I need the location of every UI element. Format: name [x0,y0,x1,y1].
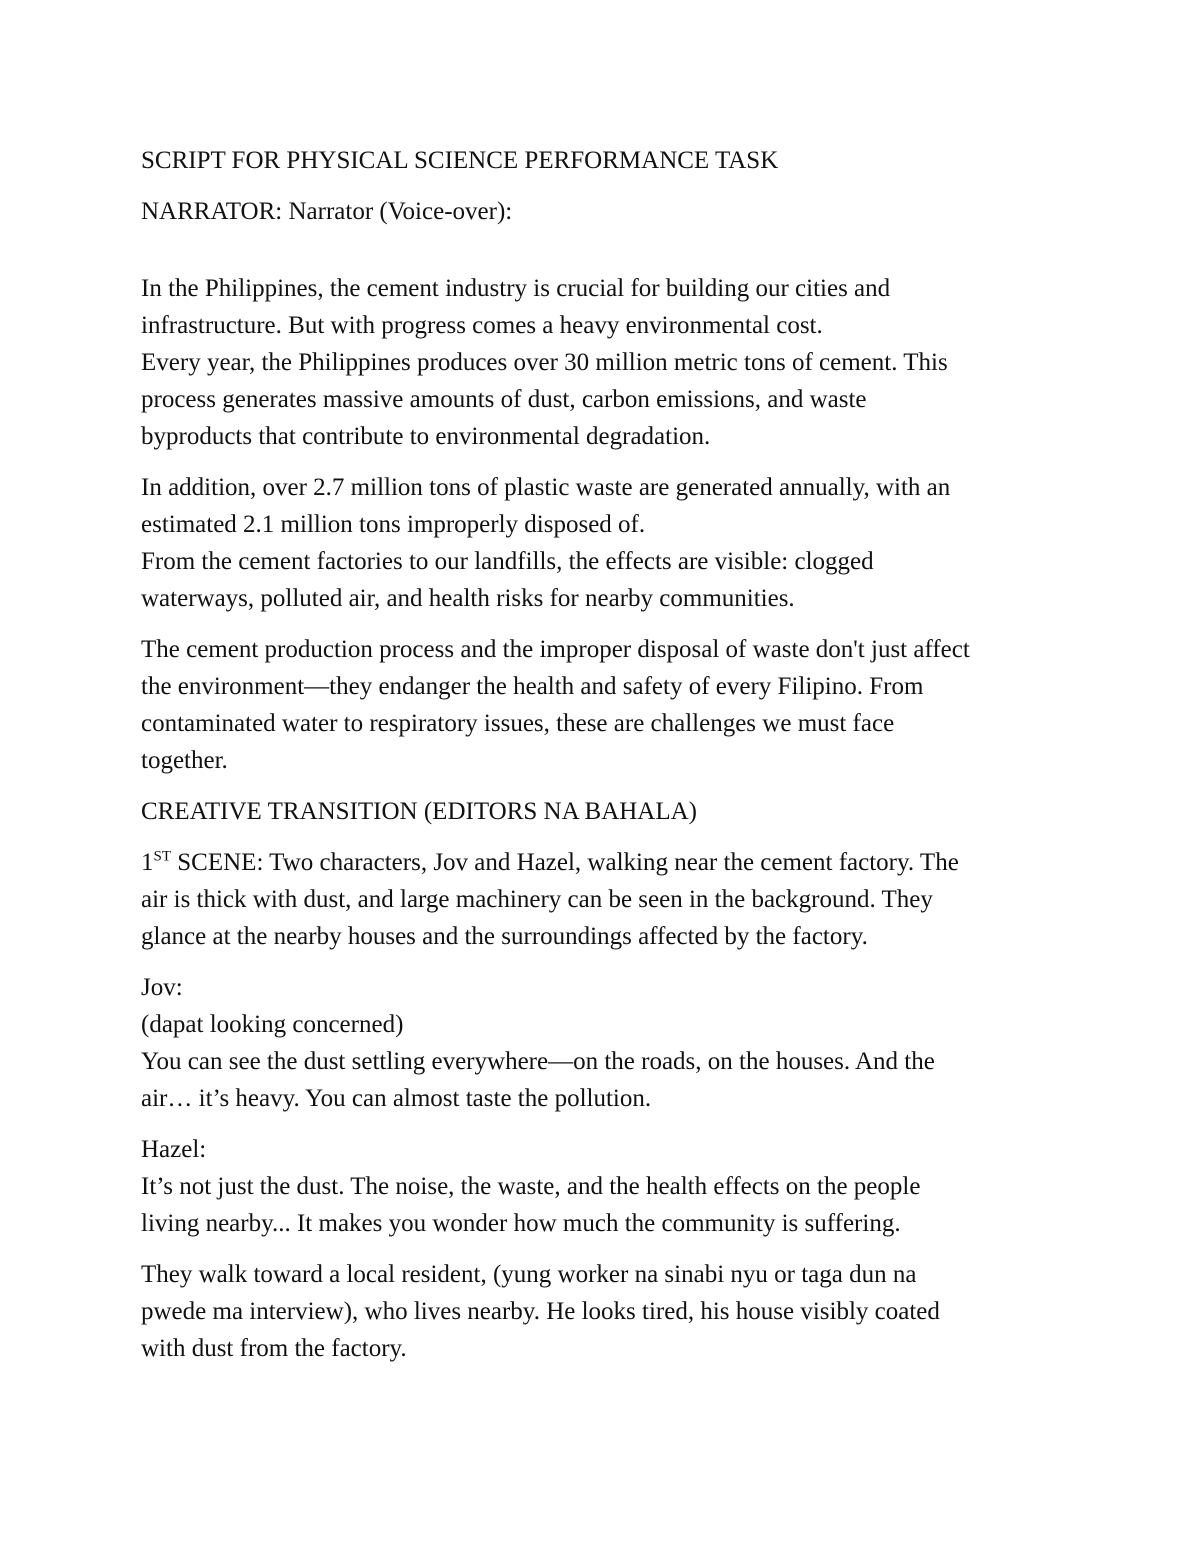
text-line: glance at the nearby houses and the surroundings affected by the factory. [141,923,868,950]
text-line: contaminated water to respiratory issues, these are challenges we must face [141,710,895,737]
narrator-line: NARRATOR: Narrator (Voice-over): [141,198,513,225]
text-line: In addition, over 2.7 million tons of plastic waste are generated annually, with an [141,474,951,501]
paragraph-intro [141,270,1071,455]
scene-ordinal-suffix: ST [153,848,172,865]
text-line: waterways, polluted air, and health risks for nearby communities. [141,585,795,612]
text-line: together. [141,747,228,774]
text-line: The cement production process and the improper disposal of waste don't just affect [141,636,970,663]
text-line: the environment—they endanger the health and safety of every Filipino. From [141,673,924,700]
document-body [141,142,1071,1367]
dialogue-jov [141,969,1071,1117]
text-line [141,844,1071,881]
dialogue-line: It’s not just the dust. The noise, the waste, and the health effects on the people [141,1173,921,1200]
text-line: with dust from the factory. [141,1335,407,1362]
scene-first-line: SCENE: Two characters, Jov and Hazel, walking near the cement factory. The [171,849,959,876]
dialogue-hazel [141,1131,1071,1242]
text-line: From the cement factories to our landfills, the effects are visible: clogged [141,548,874,575]
scene-number: 1 [141,849,154,876]
scene-1-description [141,844,1071,955]
text-line: infrastructure. But with progress comes a heavy environmental cost. [141,312,823,339]
text-line: byproducts that contribute to environmental degradation. [141,423,711,450]
stage-direction: (dapat looking concerned) [141,1011,404,1038]
creative-transition-heading: CREATIVE TRANSITION (EDITORS NA BAHALA) [141,798,698,825]
paragraph-plastic-waste [141,469,1071,617]
paragraph-resident [141,1256,1071,1367]
text-line: They walk toward a local resident, (yung worker na sinabi nyu or taga dun na [141,1261,917,1288]
text-line: Every year, the Philippines produces over 30 million metric tons of cement. This [141,349,948,376]
text-line: process generates massive amounts of dust, carbon emissions, and waste [141,386,867,413]
text-line: air is thick with dust, and large machinery can be seen in the background. They [141,886,933,913]
dialogue-line: air… it’s heavy. You can almost taste the pollution. [141,1085,652,1112]
text-line: estimated 2.1 million tons improperly disposed of. [141,511,646,538]
speaker-name: Hazel: [141,1136,207,1163]
text-line: pwede ma interview), who lives nearby. He looks tired, his house visibly coated [141,1298,940,1325]
dialogue-line: You can see the dust settling everywhere—on the roads, on the houses. And the [141,1048,935,1075]
document-title: SCRIPT FOR PHYSICAL SCIENCE PERFORMANCE TASK [141,147,779,174]
text-line: In the Philippines, the cement industry is crucial for building our cities and [141,275,891,302]
speaker-name: Jov: [141,974,183,1001]
dialogue-line: living nearby... It makes you wonder how much the community is suffering. [141,1210,901,1237]
paragraph-health [141,631,1071,779]
